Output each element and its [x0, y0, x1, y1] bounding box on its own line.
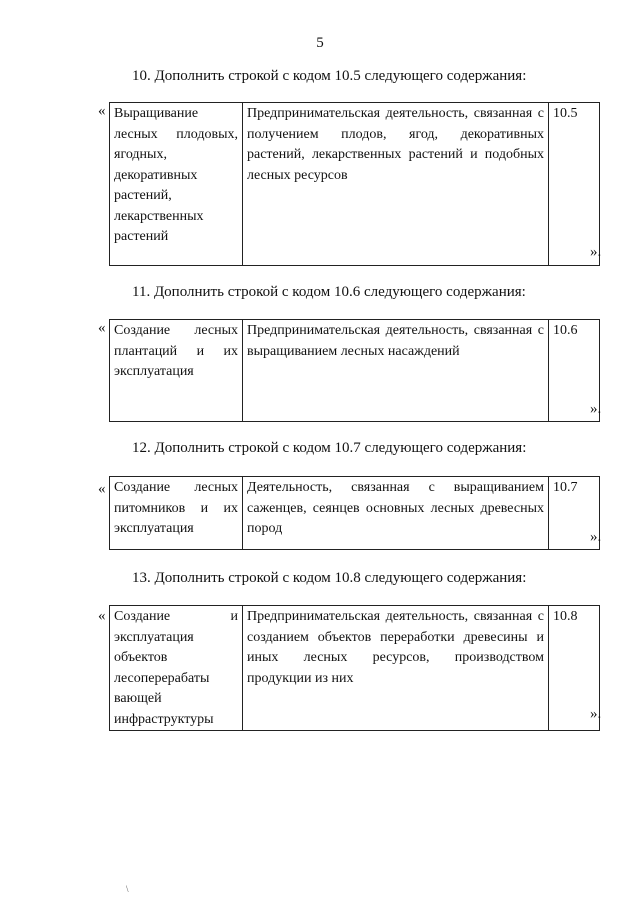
activity-name: Создание и эксплуатация объектов лесоперерабаты вающей инфраструктуры [110, 606, 243, 731]
activity-name: Создание лесных плантаций и их эксплуатация [110, 320, 243, 422]
activity-code: 10.8 [549, 606, 600, 731]
section-heading: 11. Дополнить строкой с кодом 10.6 следующего содержания: [132, 284, 526, 300]
stray-mark: \ [126, 884, 129, 894]
activity-code: 10.7 [549, 477, 600, 550]
entry-table [109, 102, 600, 266]
activity-code: 10.6 [549, 320, 600, 422]
section-heading: 10. Дополнить строкой с кодом 10.5 следующего содержания: [132, 68, 527, 84]
activity-name: Выращивание лесных плодовых, ягодных, декоративных растений, лекарственных растений [110, 103, 243, 266]
close-quote: ». [590, 529, 602, 545]
activity-description: Предпринимательская деятельность, связанная с выращиванием лесных насаждений [243, 320, 549, 422]
close-quote: ». [590, 244, 602, 260]
close-quote: ». [590, 706, 602, 722]
activity-description: Деятельность, связанная с выращиванием саженцев, сеянцев основных лесных древесных пород [243, 477, 549, 550]
entry-table [109, 319, 600, 422]
close-quote: ». [590, 401, 602, 417]
activity-name: Создание лесных питомников и их эксплуатация [110, 477, 243, 550]
section-heading: 12. Дополнить строкой с кодом 10.7 следующего содержания: [132, 440, 527, 456]
activity-description: Предпринимательская деятельность, связанная с получением плодов, ягод, декоративных растений, лекарственных растений и подобных лесных ресурсов [243, 103, 549, 266]
open-quote: « [98, 608, 106, 624]
section-heading: 13. Дополнить строкой с кодом 10.8 следующего содержания: [132, 570, 527, 586]
open-quote: « [98, 320, 106, 336]
entry-table [109, 605, 600, 731]
entry-table [109, 476, 600, 550]
activity-code: 10.5 [549, 103, 600, 266]
open-quote: « [98, 103, 106, 119]
activity-description: Предпринимательская деятельность, связанная с созданием объектов переработки древесины и иных лесных ресурсов, производством продукции из них [243, 606, 549, 731]
open-quote: « [98, 481, 106, 497]
page-number: 5 [316, 35, 324, 51]
